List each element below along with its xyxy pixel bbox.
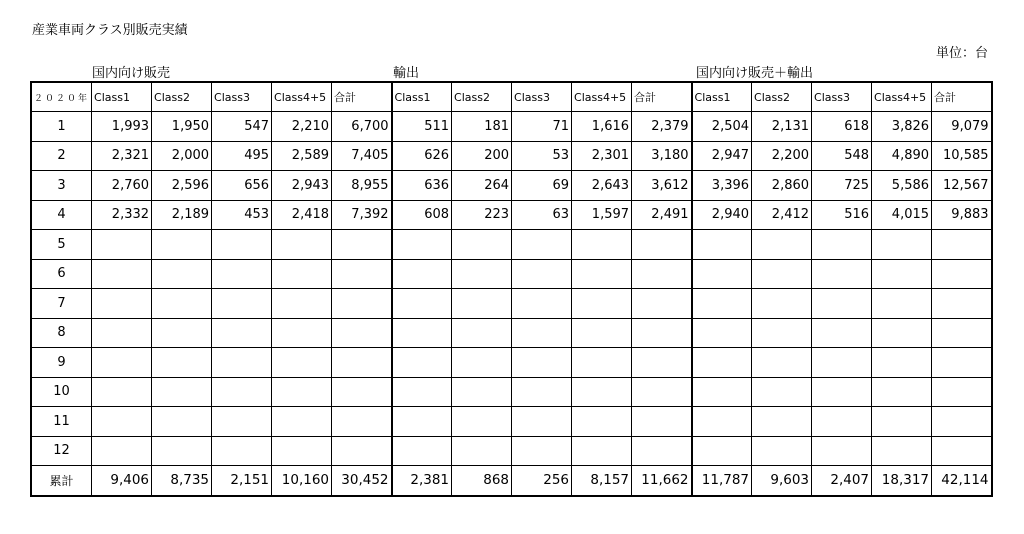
month-cell: 5: [31, 230, 92, 260]
value-cell: [212, 436, 272, 466]
total-cell: 8,157: [572, 466, 632, 496]
value-cell: [752, 259, 812, 289]
value-cell: [572, 436, 632, 466]
total-cell: 9,603: [752, 466, 812, 496]
value-cell: [812, 289, 872, 319]
value-cell: 2,210: [272, 112, 332, 142]
value-cell: [92, 230, 152, 260]
value-cell: [92, 348, 152, 378]
value-cell: [932, 407, 992, 437]
value-cell: [452, 436, 512, 466]
value-cell: [512, 348, 572, 378]
column-header: Class4+5: [572, 82, 632, 112]
value-cell: [812, 436, 872, 466]
value-cell: 2,412: [752, 200, 812, 230]
month-cell: 11: [31, 407, 92, 437]
value-cell: [512, 289, 572, 319]
value-cell: [332, 259, 392, 289]
value-cell: 2,321: [92, 141, 152, 171]
value-cell: 7,405: [332, 141, 392, 171]
value-cell: 7,392: [332, 200, 392, 230]
value-cell: 2,491: [632, 200, 692, 230]
value-cell: [152, 230, 212, 260]
value-cell: [152, 377, 212, 407]
value-cell: 2,189: [152, 200, 212, 230]
value-cell: [632, 377, 692, 407]
value-cell: 2,940: [692, 200, 752, 230]
month-cell: 9: [31, 348, 92, 378]
value-cell: [872, 377, 932, 407]
value-cell: 511: [392, 112, 452, 142]
value-cell: [692, 230, 752, 260]
value-cell: 453: [212, 200, 272, 230]
value-cell: [872, 436, 932, 466]
table-row: [31, 377, 992, 407]
value-cell: [92, 377, 152, 407]
value-cell: [452, 348, 512, 378]
value-cell: [692, 289, 752, 319]
month-cell: 3: [31, 171, 92, 201]
value-cell: [392, 259, 452, 289]
value-cell: [932, 318, 992, 348]
value-cell: [692, 436, 752, 466]
value-cell: [392, 230, 452, 260]
value-cell: [92, 436, 152, 466]
total-cell: 256: [512, 466, 572, 496]
value-cell: [932, 377, 992, 407]
table-row: [31, 200, 992, 230]
value-cell: [752, 289, 812, 319]
value-cell: 2,943: [272, 171, 332, 201]
value-cell: 516: [812, 200, 872, 230]
value-cell: 53: [512, 141, 572, 171]
table-row: [31, 436, 992, 466]
value-cell: [272, 259, 332, 289]
value-cell: [152, 436, 212, 466]
value-cell: [512, 230, 572, 260]
value-cell: [512, 436, 572, 466]
value-cell: [392, 407, 452, 437]
value-cell: [812, 348, 872, 378]
value-cell: 2,131: [752, 112, 812, 142]
value-cell: [92, 318, 152, 348]
value-cell: [632, 230, 692, 260]
value-cell: [332, 289, 392, 319]
value-cell: [752, 230, 812, 260]
sales-table: [30, 81, 993, 497]
value-cell: 2,643: [572, 171, 632, 201]
value-cell: 495: [212, 141, 272, 171]
value-cell: [332, 230, 392, 260]
total-cell: 11,787: [692, 466, 752, 496]
value-cell: [872, 318, 932, 348]
value-cell: 725: [812, 171, 872, 201]
value-cell: [572, 348, 632, 378]
value-cell: 4,015: [872, 200, 932, 230]
month-cell: 2: [31, 141, 92, 171]
value-cell: [152, 348, 212, 378]
value-cell: [812, 318, 872, 348]
value-cell: [272, 348, 332, 378]
value-cell: 69: [512, 171, 572, 201]
value-cell: 1,993: [92, 112, 152, 142]
value-cell: [212, 407, 272, 437]
value-cell: [872, 289, 932, 319]
month-cell: 1: [31, 112, 92, 142]
value-cell: 2,504: [692, 112, 752, 142]
value-cell: 9,079: [932, 112, 992, 142]
value-cell: [932, 289, 992, 319]
value-cell: [572, 289, 632, 319]
value-cell: 3,826: [872, 112, 932, 142]
value-cell: 2,860: [752, 171, 812, 201]
column-header: Class3: [512, 82, 572, 112]
value-cell: [452, 407, 512, 437]
value-cell: 8,955: [332, 171, 392, 201]
table-row: [31, 318, 992, 348]
value-cell: 10,585: [932, 141, 992, 171]
value-cell: [212, 348, 272, 378]
value-cell: 2,332: [92, 200, 152, 230]
value-cell: [152, 407, 212, 437]
total-cell: 8,735: [152, 466, 212, 496]
group-label-export: 輸出: [393, 66, 420, 81]
value-cell: 2,301: [572, 141, 632, 171]
column-header: Class2: [152, 82, 212, 112]
table-row: [31, 141, 992, 171]
value-cell: [272, 436, 332, 466]
month-cell: 6: [31, 259, 92, 289]
value-cell: [872, 259, 932, 289]
value-cell: [632, 436, 692, 466]
value-cell: [872, 230, 932, 260]
value-cell: 6,700: [332, 112, 392, 142]
value-cell: [272, 377, 332, 407]
value-cell: [512, 377, 572, 407]
total-cell: 42,114: [932, 466, 992, 496]
month-cell: 4: [31, 200, 92, 230]
value-cell: 223: [452, 200, 512, 230]
column-header: Class2: [452, 82, 512, 112]
value-cell: 1,616: [572, 112, 632, 142]
column-header: Class1: [92, 82, 152, 112]
value-cell: [332, 436, 392, 466]
value-cell: [692, 318, 752, 348]
table-row: [31, 348, 992, 378]
column-header: Class3: [812, 82, 872, 112]
value-cell: [92, 289, 152, 319]
value-cell: [452, 289, 512, 319]
value-cell: [692, 377, 752, 407]
value-cell: 547: [212, 112, 272, 142]
value-cell: [572, 377, 632, 407]
value-cell: 1,597: [572, 200, 632, 230]
value-cell: 63: [512, 200, 572, 230]
value-cell: [572, 318, 632, 348]
value-cell: [392, 289, 452, 319]
value-cell: [212, 259, 272, 289]
value-cell: 2,418: [272, 200, 332, 230]
value-cell: [812, 377, 872, 407]
value-cell: 636: [392, 171, 452, 201]
value-cell: [872, 407, 932, 437]
month-cell: 10: [31, 377, 92, 407]
value-cell: [632, 259, 692, 289]
value-cell: 2,200: [752, 141, 812, 171]
table-row: [31, 289, 992, 319]
value-cell: [512, 407, 572, 437]
value-cell: 5,586: [872, 171, 932, 201]
value-cell: [212, 289, 272, 319]
value-cell: [392, 348, 452, 378]
total-cell: 868: [452, 466, 512, 496]
page-title: 産業車両クラス別販売実績: [32, 23, 188, 38]
value-cell: 2,000: [152, 141, 212, 171]
column-header: 合計: [632, 82, 692, 112]
value-cell: [632, 407, 692, 437]
month-cell: 7: [31, 289, 92, 319]
value-cell: [692, 348, 752, 378]
total-cell: 2,381: [392, 466, 452, 496]
value-cell: [272, 318, 332, 348]
column-header: Class2: [752, 82, 812, 112]
group-label-domestic: 国内向け販売: [92, 66, 171, 81]
column-header: Class1: [692, 82, 752, 112]
value-cell: [752, 436, 812, 466]
value-cell: 3,180: [632, 141, 692, 171]
table-row: [31, 230, 992, 260]
value-cell: [272, 230, 332, 260]
value-cell: [332, 407, 392, 437]
value-cell: [872, 348, 932, 378]
value-cell: [332, 348, 392, 378]
value-cell: [272, 289, 332, 319]
value-cell: 3,612: [632, 171, 692, 201]
value-cell: [512, 259, 572, 289]
value-cell: [92, 407, 152, 437]
value-cell: [452, 230, 512, 260]
value-cell: [632, 289, 692, 319]
value-cell: [212, 318, 272, 348]
total-cell: 9,406: [92, 466, 152, 496]
value-cell: [272, 407, 332, 437]
value-cell: 3,396: [692, 171, 752, 201]
value-cell: 200: [452, 141, 512, 171]
value-cell: [632, 348, 692, 378]
value-cell: [752, 377, 812, 407]
value-cell: [452, 259, 512, 289]
value-cell: [212, 230, 272, 260]
value-cell: 12,567: [932, 171, 992, 201]
unit-label: 単位：台: [935, 46, 988, 61]
value-cell: [512, 318, 572, 348]
column-header: 合計: [332, 82, 392, 112]
value-cell: 2,947: [692, 141, 752, 171]
month-cell: 12: [31, 436, 92, 466]
column-header: Class1: [392, 82, 452, 112]
value-cell: [572, 230, 632, 260]
header-row: [31, 82, 992, 112]
column-header: 合計: [932, 82, 992, 112]
value-cell: [92, 259, 152, 289]
value-cell: [332, 318, 392, 348]
value-cell: [392, 377, 452, 407]
value-cell: [812, 230, 872, 260]
table-row: [31, 407, 992, 437]
value-cell: 548: [812, 141, 872, 171]
value-cell: 1,950: [152, 112, 212, 142]
value-cell: [572, 407, 632, 437]
value-cell: [152, 289, 212, 319]
value-cell: 626: [392, 141, 452, 171]
value-cell: [932, 436, 992, 466]
total-cell: 2,407: [812, 466, 872, 496]
year-header: ２０２０年: [31, 82, 92, 112]
value-cell: [152, 259, 212, 289]
value-cell: 2,596: [152, 171, 212, 201]
value-cell: [212, 377, 272, 407]
value-cell: [692, 407, 752, 437]
value-cell: [152, 318, 212, 348]
value-cell: [812, 259, 872, 289]
value-cell: [752, 348, 812, 378]
value-cell: [752, 318, 812, 348]
column-header: Class3: [212, 82, 272, 112]
total-cell: 18,317: [872, 466, 932, 496]
total-cell: 2,151: [212, 466, 272, 496]
table-row: [31, 171, 992, 201]
value-cell: 2,379: [632, 112, 692, 142]
total-cell: 11,662: [632, 466, 692, 496]
value-cell: [392, 318, 452, 348]
value-cell: 181: [452, 112, 512, 142]
table-row: [31, 259, 992, 289]
value-cell: [752, 407, 812, 437]
value-cell: 656: [212, 171, 272, 201]
value-cell: [452, 377, 512, 407]
value-cell: 264: [452, 171, 512, 201]
value-cell: 9,883: [932, 200, 992, 230]
value-cell: 608: [392, 200, 452, 230]
total-label: 累計: [31, 466, 92, 496]
value-cell: 4,890: [872, 141, 932, 171]
value-cell: [332, 377, 392, 407]
value-cell: [572, 259, 632, 289]
total-cell: 10,160: [272, 466, 332, 496]
column-header: Class4+5: [872, 82, 932, 112]
value-cell: [452, 318, 512, 348]
value-cell: [932, 348, 992, 378]
value-cell: [692, 259, 752, 289]
table-row: [31, 112, 992, 142]
value-cell: 71: [512, 112, 572, 142]
total-row: [31, 466, 992, 496]
value-cell: 2,760: [92, 171, 152, 201]
value-cell: [932, 230, 992, 260]
value-cell: [392, 436, 452, 466]
value-cell: [932, 259, 992, 289]
month-cell: 8: [31, 318, 92, 348]
value-cell: 618: [812, 112, 872, 142]
value-cell: [812, 407, 872, 437]
total-cell: 30,452: [332, 466, 392, 496]
value-cell: 2,589: [272, 141, 332, 171]
column-header: Class4+5: [272, 82, 332, 112]
group-label-combined: 国内向け販売＋輸出: [696, 66, 814, 81]
value-cell: [632, 318, 692, 348]
